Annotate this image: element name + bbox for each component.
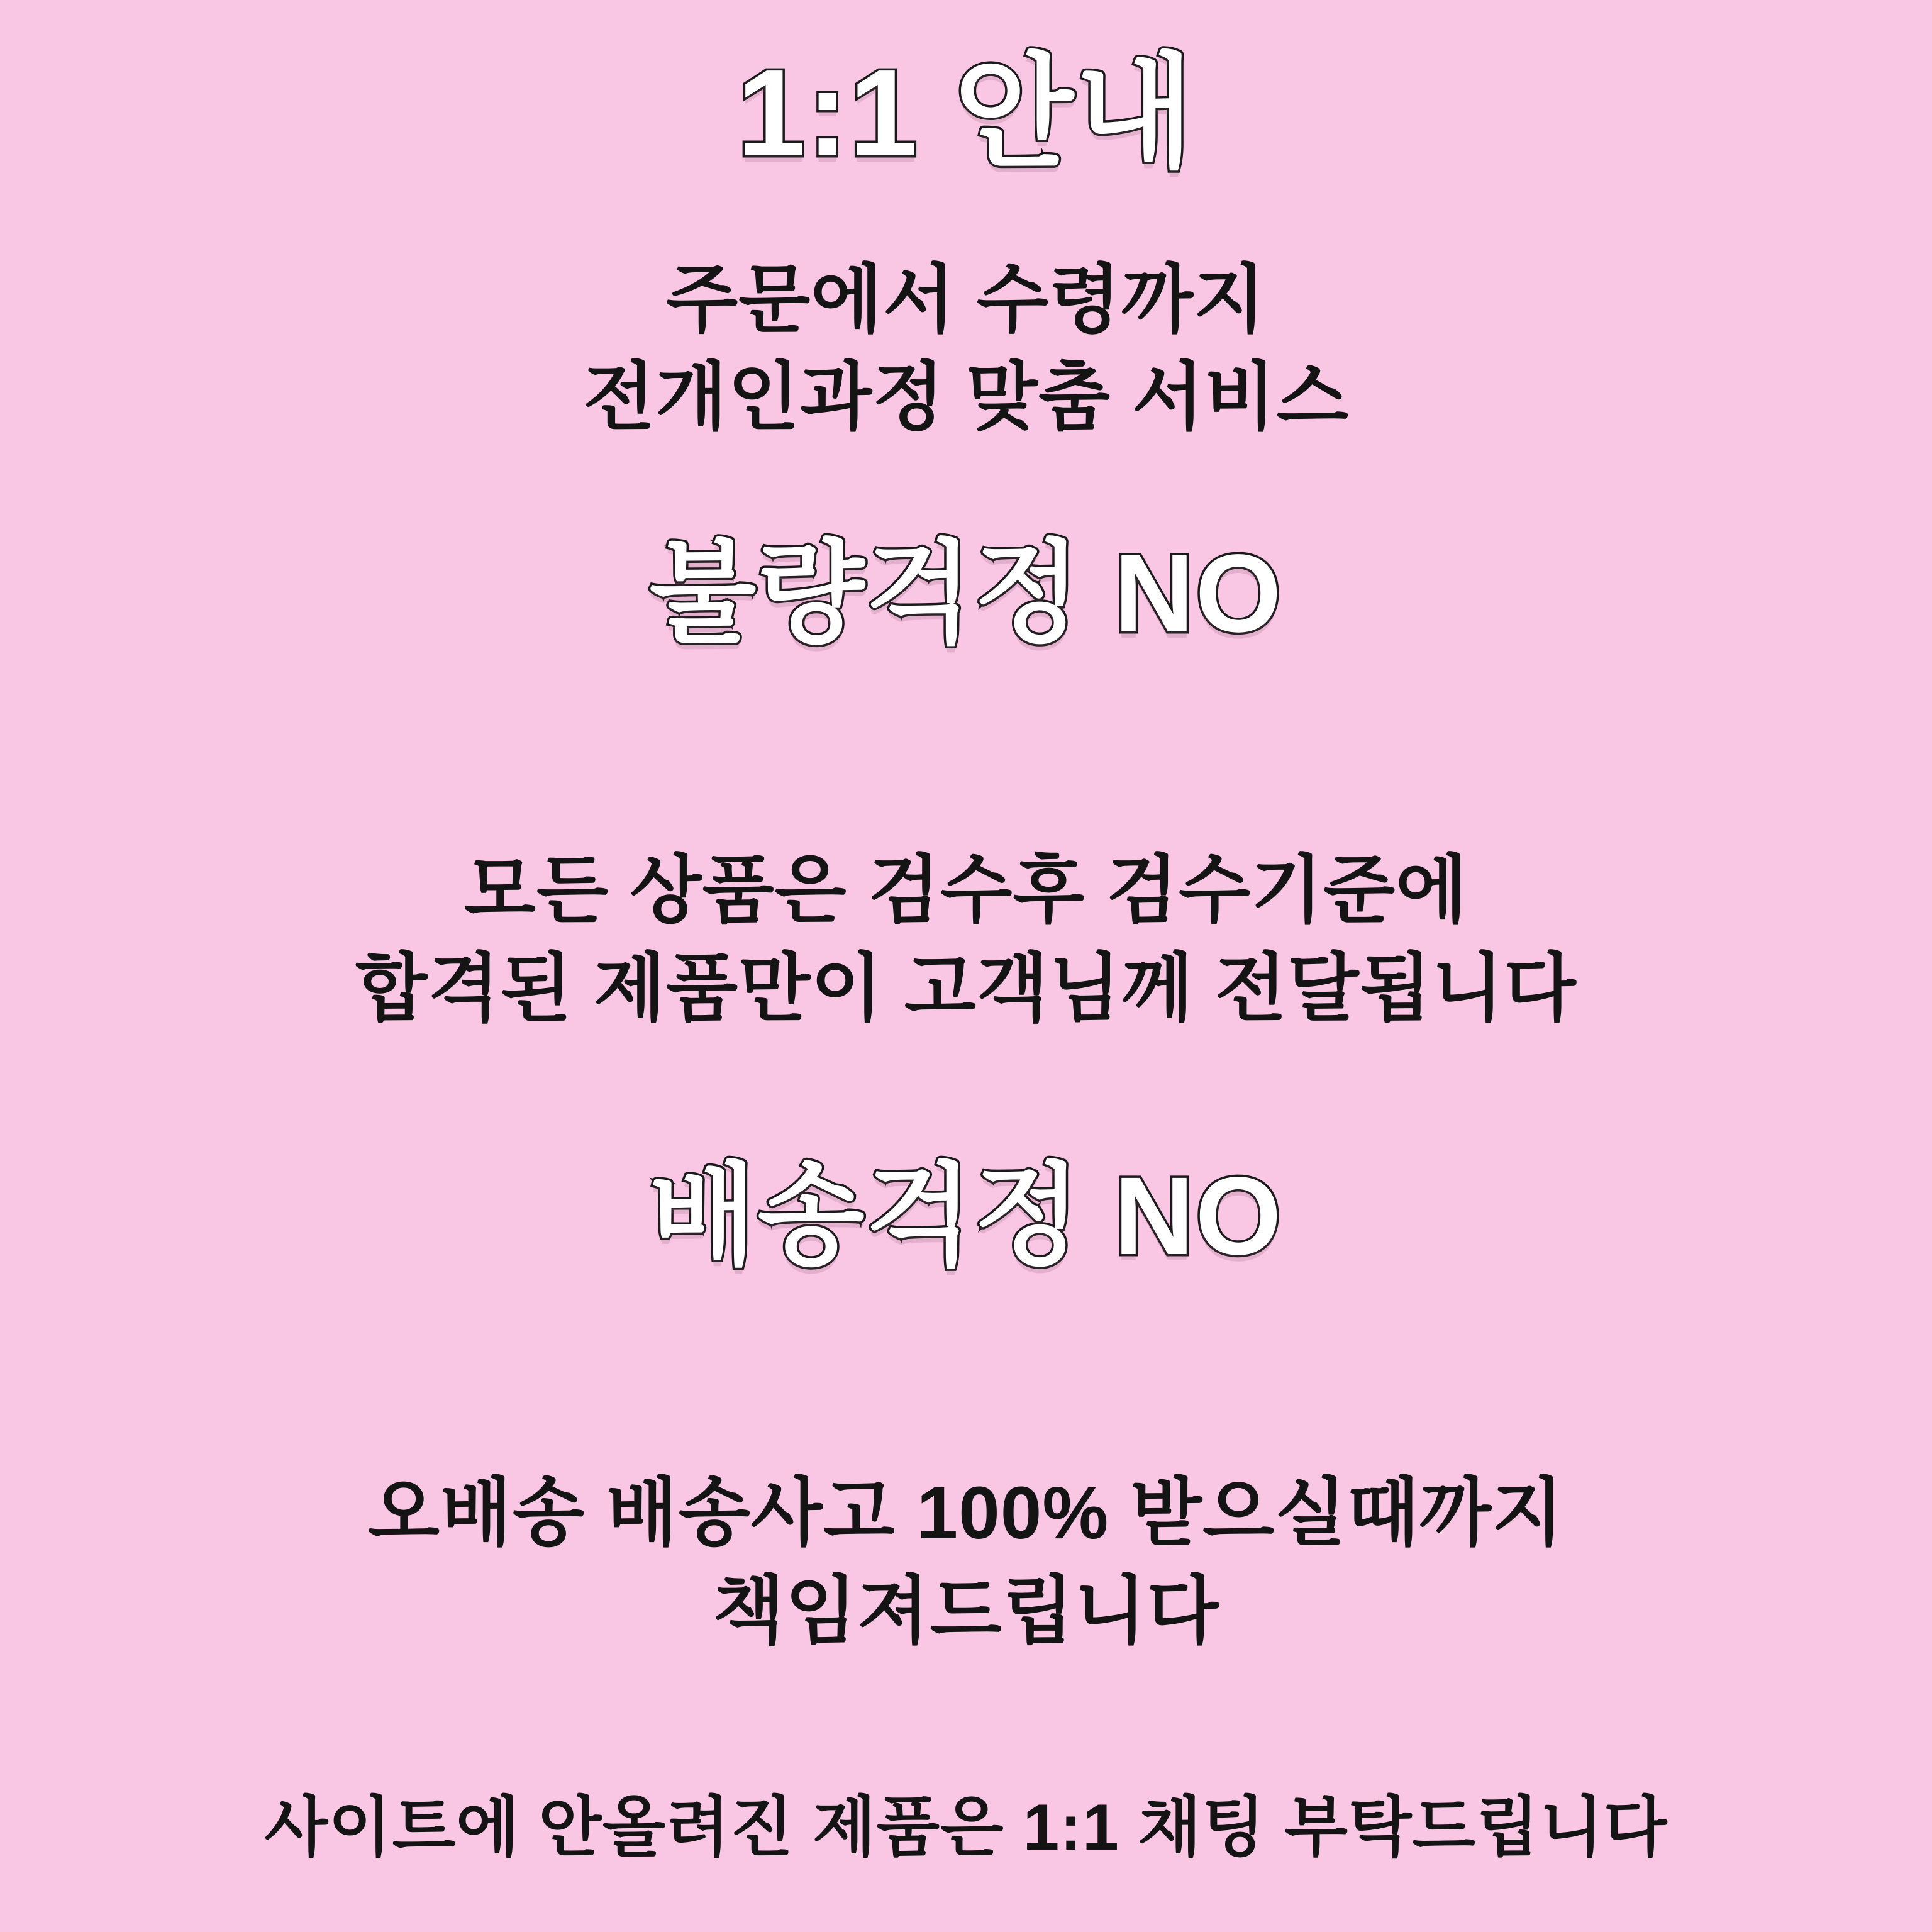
delivery-line-2: 책임져드립니다 xyxy=(713,1569,1219,1653)
defect-line-2: 합격된 제품만이 고객님께 전달됩니다 xyxy=(355,947,1577,1030)
defect-heading: 불량걱정 NO xyxy=(649,532,1283,656)
delivery-heading: 배송걱정 NO xyxy=(649,1154,1283,1278)
page-title: 1:1 안내 xyxy=(736,44,1196,182)
defect-text xyxy=(355,842,1576,1038)
intro-text xyxy=(583,252,1348,448)
defect-line-1: 모든 상품은 검수후 검수기준에 xyxy=(464,849,1468,933)
delivery-text xyxy=(368,1465,1564,1661)
intro-line-1: 주문에서 수령까지 xyxy=(666,258,1266,341)
delivery-line-1: 오배송 배송사고 100% 받으실때까지 xyxy=(368,1471,1564,1555)
intro-line-2: 전개인과정 맞춤 서비스 xyxy=(583,356,1349,440)
footer-note: 사이트에 안올려진 제품은 1:1 채팅 부탁드립니다 xyxy=(264,1790,1668,1864)
